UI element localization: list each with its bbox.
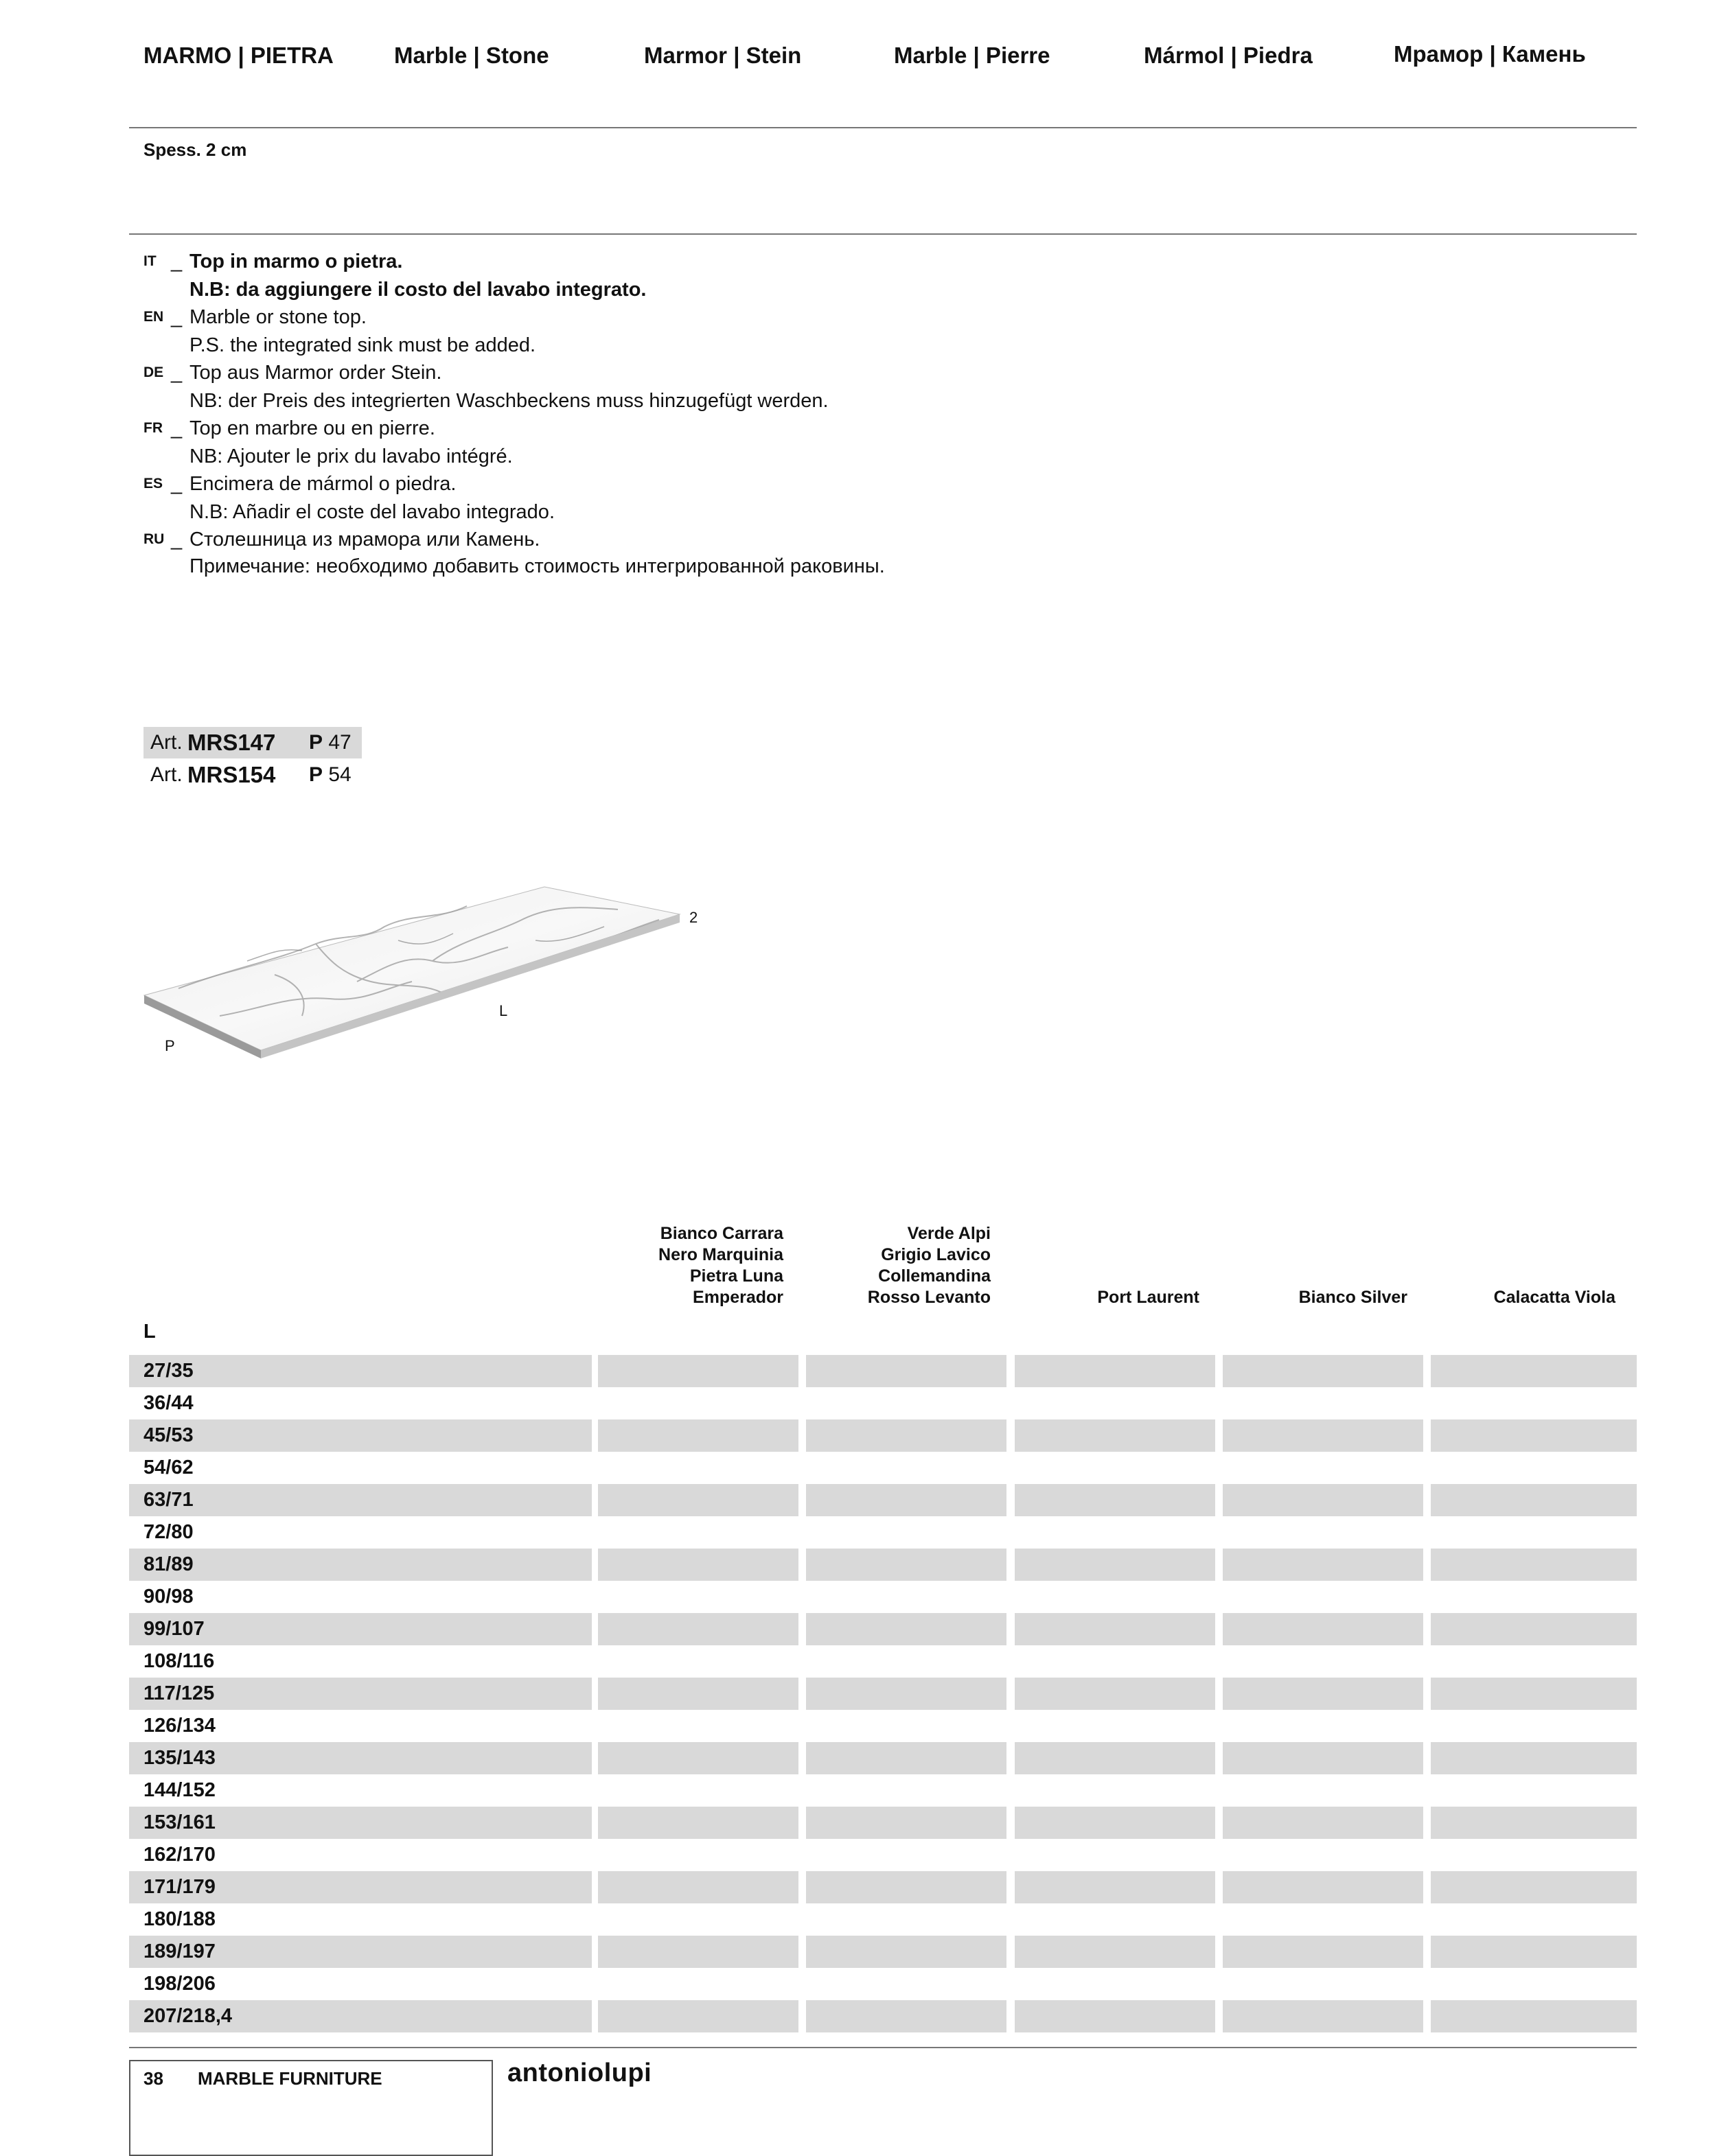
table-row [129, 1807, 1637, 1839]
price-cell [1431, 1968, 1637, 2000]
price-cell [1223, 1678, 1423, 1710]
material-name: Bianco Carrara [660, 1224, 783, 1243]
material-name: Grigio Lavico [881, 1245, 991, 1264]
description-line: Marble or stone top. [189, 306, 367, 328]
price-cell [806, 1807, 1006, 1839]
row-label-cell [129, 1581, 592, 1613]
description-en [143, 303, 1105, 332]
table-row [129, 1387, 1637, 1419]
price-cell [806, 1968, 1006, 2000]
price-cell [1431, 1710, 1637, 1742]
description-line: NB: Ajouter le prix du lavabo intégré. [189, 445, 513, 467]
description-line: Top aus Marmor order Stein. [189, 362, 442, 384]
description-ru-note [143, 554, 1105, 579]
price-cell [806, 1645, 1006, 1678]
marble-slab-illustration [137, 879, 700, 1071]
row-label-cell [129, 1549, 592, 1581]
dimension-height-label: 2 [689, 909, 698, 926]
separator: _ [171, 306, 183, 328]
price-cell [1223, 1549, 1423, 1581]
divider [129, 2047, 1637, 2048]
price-cell [1015, 1452, 1215, 1484]
price-cell [1223, 1871, 1423, 1903]
page-number: 38 [143, 2068, 163, 2089]
row-length-label: 108/116 [143, 1650, 215, 1672]
price-cell [806, 1678, 1006, 1710]
price-cell [806, 1549, 1006, 1581]
article-code: MRS147 [187, 730, 276, 755]
article-row [143, 759, 362, 791]
row-length-label: 135/143 [143, 1747, 216, 1769]
material-name: Collemandina [878, 1266, 991, 1286]
row-length-label: 180/188 [143, 1908, 216, 1930]
price-cell [1015, 1710, 1215, 1742]
price-cell [1223, 1903, 1423, 1936]
price-cell [1431, 1645, 1637, 1678]
price-cell [598, 1807, 798, 1839]
price-cell [1431, 1549, 1637, 1581]
price-cell [1431, 1484, 1637, 1516]
description-line: N.B: da aggiungere il costo del lavabo integrato. [189, 278, 647, 301]
price-cell [1431, 1516, 1637, 1549]
table-row [129, 1936, 1637, 1968]
price-cell [1223, 1839, 1423, 1871]
price-cell [806, 1484, 1006, 1516]
description-line: Top in marmo o pietra. [189, 251, 403, 273]
description-en-note [143, 332, 1105, 360]
depth-label: P [309, 731, 323, 754]
price-cell [1431, 1871, 1637, 1903]
description-line: Примечание: необходимо добавить стоимость интегрированной раковины. [189, 555, 885, 577]
price-cell [1015, 1516, 1215, 1549]
price-cell [1223, 1355, 1423, 1387]
table-row [129, 1968, 1637, 2000]
price-cell [1431, 1355, 1637, 1387]
material-name: Emperador [693, 1288, 783, 1307]
price-cell [1015, 1903, 1215, 1936]
slab-top-face [144, 887, 680, 1050]
divider [129, 233, 1637, 235]
price-cell [1015, 1871, 1215, 1903]
article-code: MRS154 [187, 762, 276, 787]
price-cell [806, 1355, 1006, 1387]
material-name: Calacatta Viola [1493, 1288, 1615, 1307]
separator: _ [171, 417, 183, 439]
description-es-note [143, 498, 1105, 526]
column-header-bianco-silver [1215, 1287, 1407, 1308]
price-cell [1431, 1774, 1637, 1807]
row-length-label: 45/53 [143, 1424, 194, 1446]
price-cell [598, 1678, 798, 1710]
price-cell [1223, 1613, 1423, 1645]
row-label-cell [129, 1355, 592, 1387]
price-cell [806, 1613, 1006, 1645]
price-cell [1223, 1710, 1423, 1742]
lang-code: IT [143, 253, 157, 269]
price-cell [1223, 1516, 1423, 1549]
price-cell [1431, 1839, 1637, 1871]
price-cell [1223, 1387, 1423, 1419]
price-cell [598, 1613, 798, 1645]
material-name: Bianco Silver [1298, 1288, 1407, 1307]
lang-code: EN [143, 309, 164, 325]
divider [129, 127, 1637, 128]
table-row [129, 1839, 1637, 1871]
dimension-depth-label: P [165, 1037, 175, 1054]
price-cell [806, 2000, 1006, 2032]
header-lang-it: MARMO | PIETRA [143, 43, 334, 68]
price-cell [598, 1516, 798, 1549]
row-length-label: 207/218,4 [143, 2005, 233, 2027]
separator: _ [171, 529, 183, 550]
price-cell [1431, 1742, 1637, 1774]
price-cell [806, 1419, 1006, 1452]
table-row [129, 1516, 1637, 1549]
row-length-label: 162/170 [143, 1844, 216, 1866]
table-row [129, 2000, 1637, 2032]
price-cell [1431, 1903, 1637, 1936]
price-cell [806, 1710, 1006, 1742]
price-cell [1431, 1581, 1637, 1613]
separator: _ [171, 473, 183, 495]
description-de [143, 359, 1105, 387]
price-cell [598, 1774, 798, 1807]
depth-value: 47 [328, 731, 352, 754]
price-cell [1223, 1484, 1423, 1516]
price-cell [598, 1549, 798, 1581]
price-cell [598, 1710, 798, 1742]
price-cell [598, 2000, 798, 2032]
price-cell [1015, 1549, 1215, 1581]
price-cell [598, 1742, 798, 1774]
row-length-label: 72/80 [143, 1521, 194, 1543]
price-cell [1015, 1936, 1215, 1968]
price-cell [806, 1452, 1006, 1484]
table-row [129, 1678, 1637, 1710]
material-name: Verde Alpi [907, 1224, 991, 1243]
price-cell [598, 1419, 798, 1452]
price-cell [598, 1968, 798, 2000]
price-cell [598, 1903, 798, 1936]
article-depth [309, 759, 352, 791]
price-cell [598, 1387, 798, 1419]
price-cell [1431, 1419, 1637, 1452]
price-cell [1015, 1968, 1215, 2000]
price-cell [1223, 1968, 1423, 2000]
table-row [129, 1484, 1637, 1516]
column-header-group-2 [798, 1223, 991, 1308]
price-cell [806, 1581, 1006, 1613]
separator: _ [171, 362, 183, 384]
price-cell [598, 1839, 798, 1871]
price-cell [1015, 1355, 1215, 1387]
price-cell [598, 1581, 798, 1613]
description-it-note [143, 276, 1105, 304]
price-cell [1223, 1419, 1423, 1452]
price-cell [598, 1645, 798, 1678]
price-cell [1015, 2000, 1215, 2032]
article-depth [309, 727, 352, 758]
price-cell [1015, 1807, 1215, 1839]
price-cell [806, 1936, 1006, 1968]
row-label-cell [129, 1419, 592, 1452]
price-cell [1015, 1774, 1215, 1807]
price-cell [1015, 1419, 1215, 1452]
separator: _ [171, 251, 183, 273]
description-line: Столешница из мрамора или Камень. [189, 529, 540, 550]
price-cell [806, 1839, 1006, 1871]
description-de-note [143, 387, 1105, 415]
price-cell [806, 1742, 1006, 1774]
row-length-label: 81/89 [143, 1553, 194, 1575]
description-line: Encimera de mármol o piedra. [189, 473, 457, 495]
price-cell [1015, 1613, 1215, 1645]
price-cell [1431, 1387, 1637, 1419]
price-cell [806, 1871, 1006, 1903]
price-cell [1431, 1613, 1637, 1645]
lang-code: RU [143, 531, 165, 547]
material-name: Rosso Levanto [867, 1288, 991, 1307]
table-row [129, 1871, 1637, 1903]
price-cell [1015, 1678, 1215, 1710]
price-cell [1015, 1742, 1215, 1774]
column-header-group-1 [591, 1223, 783, 1308]
description-line: NB: der Preis des integrierten Waschbeckens muss hinzugefügt werden. [189, 389, 829, 412]
table-row [129, 1581, 1637, 1613]
price-cell [1431, 1452, 1637, 1484]
description-line: P.S. the integrated sink must be added. [189, 334, 536, 356]
price-cell [1431, 1807, 1637, 1839]
column-header-calacatta-viola [1423, 1287, 1615, 1308]
row-label-cell [129, 1484, 592, 1516]
material-name: Port Laurent [1097, 1288, 1199, 1307]
description-line: N.B: Añadir el coste del lavabo integrado. [189, 500, 555, 523]
header-lang-fr: Marble | Pierre [894, 43, 1050, 68]
price-cell [598, 1936, 798, 1968]
lang-code: FR [143, 420, 163, 436]
row-label-cell [129, 1516, 592, 1549]
article-row [143, 727, 362, 758]
price-cell [1223, 1807, 1423, 1839]
row-length-label: 153/161 [143, 1811, 216, 1833]
description-ru [143, 526, 1105, 554]
article-prefix: Art. [150, 763, 183, 786]
table-row [129, 1452, 1637, 1484]
row-length-label: 144/152 [143, 1779, 216, 1801]
price-cell [598, 1484, 798, 1516]
material-name: Nero Marquinia [658, 1245, 783, 1264]
price-cell [1223, 1936, 1423, 1968]
table-row [129, 1774, 1637, 1807]
description-it [143, 248, 1105, 276]
price-cell [1223, 1774, 1423, 1807]
price-cell [598, 1871, 798, 1903]
price-cell [598, 1452, 798, 1484]
row-length-label: 99/107 [143, 1618, 205, 1640]
price-cell [1223, 2000, 1423, 2032]
depth-label: P [309, 763, 323, 786]
column-header-port-laurent [1007, 1287, 1199, 1308]
row-header-length: L [143, 1321, 156, 1343]
row-length-label: 63/71 [143, 1489, 194, 1511]
price-cell [1431, 2000, 1637, 2032]
row-length-label: 117/125 [143, 1682, 215, 1704]
table-row [129, 1742, 1637, 1774]
row-label-cell [129, 1452, 592, 1484]
dimension-length-label: L [499, 1002, 508, 1019]
price-cell [1431, 1936, 1637, 1968]
description-fr-note [143, 443, 1105, 471]
price-cell [806, 1903, 1006, 1936]
row-length-label: 90/98 [143, 1586, 194, 1608]
price-cell [1015, 1387, 1215, 1419]
lang-code: DE [143, 364, 164, 380]
price-cell [598, 1355, 798, 1387]
price-cell [1223, 1645, 1423, 1678]
table-row [129, 1645, 1637, 1678]
table-row [129, 1710, 1637, 1742]
row-length-label: 27/35 [143, 1360, 194, 1382]
row-length-label: 126/134 [143, 1715, 216, 1737]
header-lang-es: Mármol | Piedra [1144, 43, 1313, 68]
brand-logo: antoniolupi [507, 2059, 652, 2087]
price-cell [806, 1774, 1006, 1807]
thickness-label: Spess. 2 cm [143, 139, 247, 160]
lang-code: ES [143, 476, 163, 491]
header-lang-ru: Мрамор | Камень [1394, 41, 1586, 67]
table-row [129, 1419, 1637, 1452]
row-length-label: 54/62 [143, 1457, 194, 1479]
price-cell [1015, 1645, 1215, 1678]
price-cell [1015, 1484, 1215, 1516]
table-row [129, 1549, 1637, 1581]
section-title: MARBLE FURNITURE [198, 2068, 382, 2089]
row-length-label: 189/197 [143, 1940, 216, 1962]
description-block [143, 248, 1105, 579]
header-lang-de: Marmor | Stein [644, 43, 802, 68]
row-length-label: 171/179 [143, 1876, 216, 1898]
material-name: Pietra Luna [689, 1266, 783, 1286]
row-length-label: 36/44 [143, 1392, 194, 1414]
description-fr [143, 415, 1105, 443]
article-prefix: Art. [150, 731, 183, 754]
table-row [129, 1903, 1637, 1936]
price-cell [806, 1387, 1006, 1419]
table-row [129, 1613, 1637, 1645]
price-cell [1223, 1581, 1423, 1613]
depth-value: 54 [328, 763, 352, 786]
price-cell [1015, 1839, 1215, 1871]
header-lang-en: Marble | Stone [394, 43, 549, 68]
row-length-label: 198/206 [143, 1973, 216, 1995]
row-label-cell [129, 1387, 592, 1419]
price-cell [806, 1516, 1006, 1549]
price-cell [1223, 1742, 1423, 1774]
description-line: Top en marbre ou en pierre. [189, 417, 435, 439]
price-cell [1223, 1452, 1423, 1484]
price-cell [1015, 1581, 1215, 1613]
price-cell [1431, 1678, 1637, 1710]
table-row [129, 1355, 1637, 1387]
description-es [143, 470, 1105, 498]
